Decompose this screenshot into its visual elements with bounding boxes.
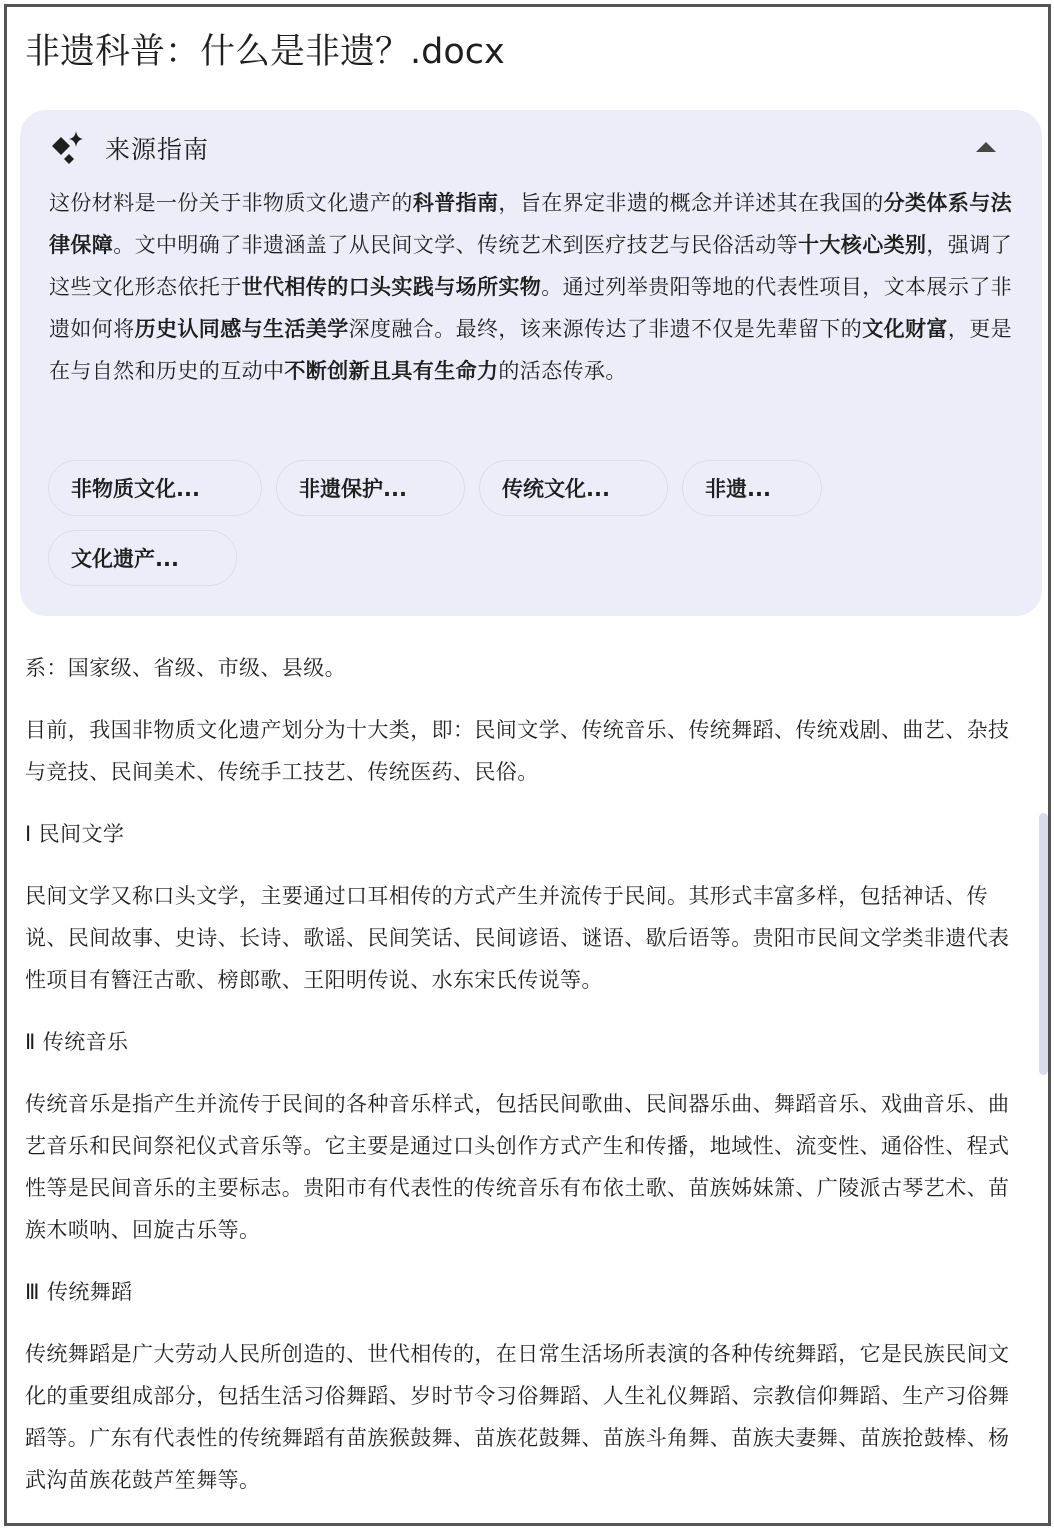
summary-highlight: 不断创新且具有生命力 <box>284 359 499 383</box>
sparkle-icon <box>49 128 89 168</box>
source-guide-header <box>49 128 209 168</box>
paragraph: 传统舞蹈是广大劳动人民所创造的、世代相传的，在日常生活场所表演的各种传统舞蹈，它是民族民间文化的重要组成部分，包括生活习俗舞蹈、岁时节令习俗舞蹈、人生礼仪舞蹈、宗教信仰舞蹈、生产习俗舞蹈等。广东有代表性的传统舞蹈有苗族猴鼓舞、苗族花鼓舞、苗族斗角舞、苗族夫妻舞、苗族抢鼓棒、杨武沟苗族花鼓芦笙舞等。 <box>25 1342 1010 1492</box>
document-viewer <box>4 4 1051 1526</box>
paragraph: 目前，我国非物质文化遗产划分为十大类，即：民间文学、传统音乐、传统舞蹈、传统戏剧、曲艺、杂技与竞技、民间美术、传统手工技艺、传统医药、民俗。 <box>25 718 1010 784</box>
summary-text: ，强调了这些文化形态依托于 <box>49 233 1013 299</box>
paragraph: 传统音乐是指产生并流传于民间的各种音乐样式，包括民间歌曲、民间器乐曲、舞蹈音乐、戏曲音乐、曲艺音乐和民间祭祀仪式音乐等。它主要是通过口头创作方式产生和传播，地域性、流变性、通俗性、程式性等是民间音乐的主要标志。贵阳市有代表性的传统音乐有布依土歌、苗族姊妹箫、广陵派古琴艺术、苗族木唢呐、回旋古乐等。 <box>25 1092 1010 1242</box>
document-title: 非遗科普：什么是非遗？.docx <box>25 32 505 72</box>
section-heading: Ⅲ 传统舞蹈 <box>25 1280 133 1304</box>
topic-chip[interactable]: 传统文化... <box>479 460 668 516</box>
summary-highlight: 历史认同感与生活美学 <box>134 317 349 341</box>
section-heading: Ⅰ 民间文学 <box>25 822 125 846</box>
summary-highlight: 文化财富 <box>862 317 948 341</box>
source-guide-title: 来源指南 <box>105 135 210 164</box>
topic-chip[interactable]: 非遗保护... <box>276 460 465 516</box>
topic-chips <box>48 460 1008 586</box>
scrollbar-thumb[interactable] <box>1039 813 1048 1075</box>
source-guide-panel <box>20 110 1042 616</box>
source-guide-summary <box>49 182 1015 392</box>
topic-chip[interactable]: 非物质文化... <box>48 460 262 516</box>
summary-text: 的活态传承。 <box>498 359 627 383</box>
summary-highlight: 世代相传的口头实践与场所实物 <box>241 275 542 299</box>
summary-text: ，旨在界定非遗的概念并详述其在我国的 <box>498 191 884 215</box>
summary-text: 。文中明确了非遗涵盖了从民间文学、传统艺术到医疗技艺与民俗活动等 <box>113 233 798 257</box>
collapse-guide-button[interactable] <box>972 136 1000 158</box>
topic-chip[interactable]: 非遗... <box>682 460 822 516</box>
summary-highlight: 十大核心类别 <box>798 233 927 257</box>
paragraph: 系：国家级、省级、市级、县级。 <box>25 656 346 680</box>
summary-text: 这份材料是一份关于非物质文化遗产的 <box>49 191 413 215</box>
summary-text: 深度融合。最终，该来源传达了非遗不仅是先辈留下的 <box>348 317 863 341</box>
topic-chip[interactable]: 文化遗产... <box>48 530 237 586</box>
summary-text: ，更是在与自然和历史的互动中 <box>49 317 1013 383</box>
document-content <box>25 647 1015 1521</box>
paragraph: 民间文学又称口头文学，主要通过口耳相传的方式产生并流传于民间。其形式丰富多样，包括神话、传说、民间故事、史诗、长诗、歌谣、民间笑话、民间谚语、谜语、歇后语等。贵阳市民间文学类非遗代表性项目有簪汪古歌、榜郎歌、王阳明传说、水东宋氏传说等。 <box>25 884 1010 992</box>
section-heading: Ⅱ 传统音乐 <box>25 1030 129 1054</box>
summary-highlight: 分类体系与法律保障 <box>49 191 1013 257</box>
caret-up-icon <box>976 142 996 152</box>
summary-highlight: 科普指南 <box>412 191 499 215</box>
summary-text: 。通过列举贵阳等地的代表性项目，文本展示了非遗如何将 <box>49 275 1013 341</box>
